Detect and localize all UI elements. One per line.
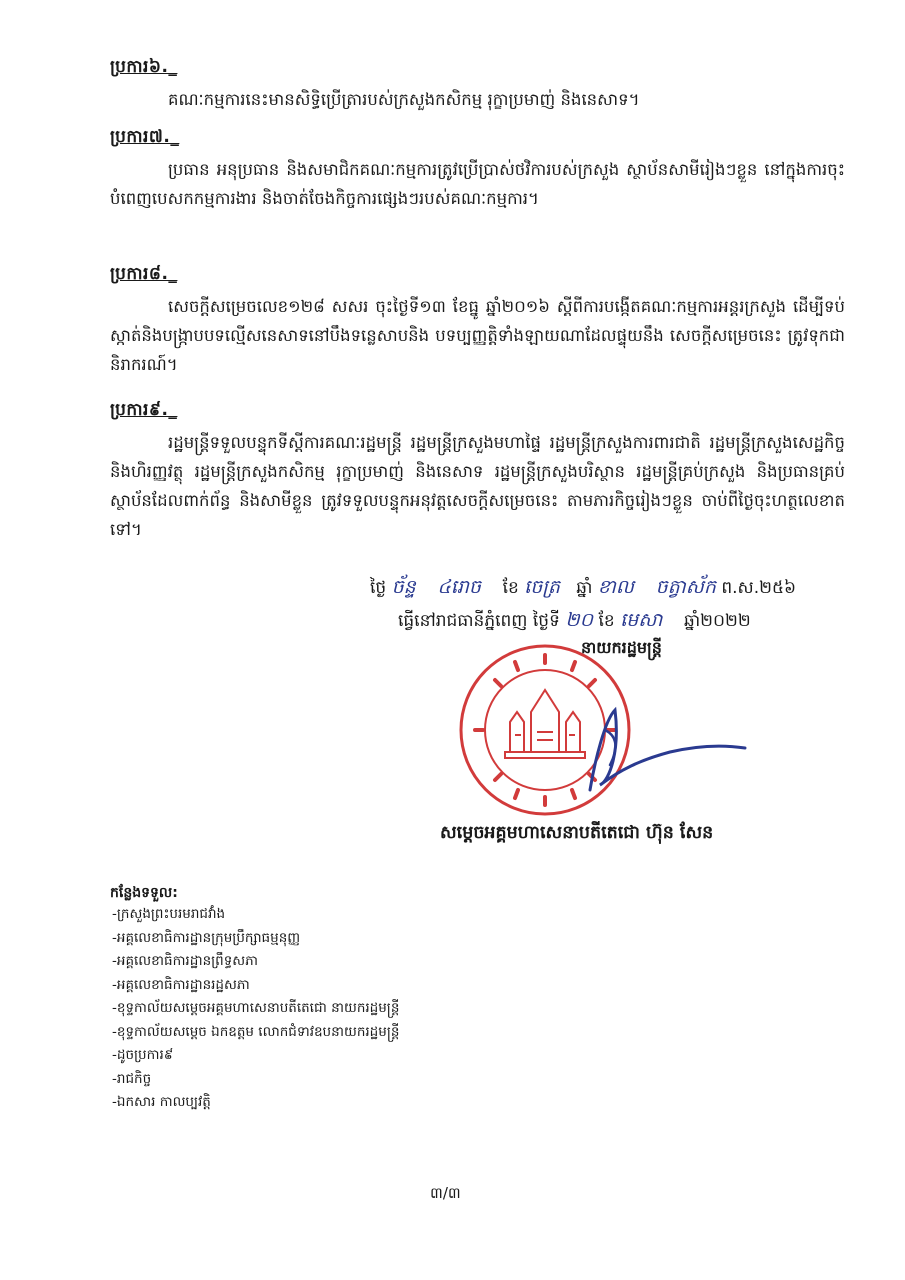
article-6-text: គណៈកម្មការនេះមានសិទ្ធិប្រើត្រារបស់ក្រសួងកសិកម្ម រុក្ខាប្រមាញ់ និងនេសាទ។ xyxy=(168,90,640,109)
signer-name: សម្តេចអគ្គមហាសេនាបតីតេជោ ហ៊ុន សែន xyxy=(440,823,714,843)
lunar-era-value: ចត្វាស័ក xyxy=(655,576,716,598)
recipient-list xyxy=(112,903,399,1115)
recipient-item: -ខុទ្ទកាល័យសម្តេចអគ្គមហាសេនាបតីតេជោ នាយករដ្ឋមន្ត្រី xyxy=(112,1000,400,1016)
article-9-text: រដ្ឋមន្ត្រីទទួលបន្ទុកទីស្តីការគណៈរដ្ឋមន្ត្រី រដ្ឋមន្ត្រីក្រសួងមហាផ្ទៃ រដ្ឋមន្ត្រីក្រសួងការពារជាតិ រដ្ឋមន្ត្រីក្រសួងសេដ្ឋកិច្ច និងហិរញ្ញវត្ថុ រដ្ឋមន្ត្រីក្រសួងកសិកម្ម រុក្ខាប្រមាញ់ និងនេសាទ រដ្ឋមន្ត្រីក្រសួងបរិស្ថាន រដ្ឋមន្ត្រីគ្រប់ក្រសួង និងប្រធានគ្រប់ស្ថាប័នដែលពាក់ព័ន្ធ និងសាមីខ្លួន ត្រូវទទួលបន្ទុកអនុវត្តសេចក្តីសម្រេចនេះ តាមភារកិច្ចរៀងៗខ្លួន ចាប់ពីថ្ងៃចុះហត្ថលេខាតទៅ។ xyxy=(110,433,845,539)
lunar-date-line xyxy=(370,575,796,603)
recipient-item: -អគ្គលេខាធិការដ្ឋានរដ្ឋសភា xyxy=(112,976,250,993)
lunar-day-value: ច័ន្ទ xyxy=(391,576,416,598)
lunar-waxing-value: ៤រោច xyxy=(437,576,481,598)
solar-month-label: ខែ xyxy=(598,611,615,631)
lunar-year-label: ឆ្នាំ xyxy=(576,578,593,598)
solar-date-prefix: ធ្វើនៅរាជធានីភ្នំពេញ ថ្ងៃទី xyxy=(398,611,560,631)
solar-month-value: មេសា xyxy=(620,609,663,631)
solar-year-text: ឆ្នាំ២០២២ xyxy=(683,611,751,631)
article-7-heading: ប្រការ៧._ xyxy=(110,127,180,147)
page-number: ៣/៣ xyxy=(430,1184,461,1202)
article-9-heading: ប្រការ៩._ xyxy=(110,400,178,420)
recipient-item: -ក្រសួងព្រះបរមរាជវាំង xyxy=(112,906,226,922)
recipients-title: កន្លែងទទួល: xyxy=(110,885,178,901)
lunar-day-label: ថ្ងៃ xyxy=(370,578,387,598)
solar-date-line xyxy=(398,608,751,636)
article-8-text: សេចក្តីសម្រេចលេខ១២៨ សសរ ចុះថ្ងៃទី១៣ ខែធ្នូ ឆ្នាំ២០១៦ ស្តីពីការបង្កើតគណៈកម្មការអន្តរក្រសួង ដើម្បីទប់ស្កាត់និងបង្ក្រាបបទល្មើសនេសាទនៅបឹងទន្លេសាបនិង បទប្បញ្ញត្តិទាំងឡាយណាដែលផ្ទុយនឹង សេចក្តីសម្រេចនេះ ត្រូវទុកជានិរាករណ៍។ xyxy=(110,297,845,374)
article-7-text: ប្រធាន អនុប្រធាន និងសមាជិកគណៈកម្មការត្រូវប្រើប្រាស់ថវិការបស់ក្រសួង ស្ថាប័នសាមីរៀងៗខ្លួន នៅក្នុងការចុះបំពេញបេសកកម្មការងារ និងចាត់ចែងកិច្ចការផ្សេងៗរបស់គណៈកម្មការ។ xyxy=(110,160,845,208)
recipient-item: -ដូចប្រការ៩ xyxy=(112,1047,174,1063)
recipient-item: -ឯកសារ កាលប្បវត្តិ xyxy=(112,1094,211,1110)
buddhist-era-label: ព.ស.២៥៦ xyxy=(721,578,797,598)
recipient-item: -ខុទ្ទកាល័យសម្តេច ឯកឧត្តម លោកជំទាវឧបនាយករដ្ឋមន្ត្រី xyxy=(112,1023,400,1040)
article-6-heading: ប្រការ៦._ xyxy=(110,57,178,77)
lunar-month-label: ខែ xyxy=(502,578,519,598)
recipient-item: -អគ្គលេខាធិការដ្ឋានក្រុមប្រឹក្សាធម្មនុញ្ញ xyxy=(112,929,301,946)
signature-icon xyxy=(560,690,750,800)
lunar-month-value: ចេត្រ xyxy=(524,576,560,598)
recipient-item: -អគ្គលេខាធិការដ្ឋានព្រឹទ្ធសភា xyxy=(112,953,259,969)
signature-title: នាយករដ្ឋមន្ត្រី xyxy=(581,638,662,657)
solar-day-value: ២០ xyxy=(565,609,594,631)
article-8-heading: ប្រការ៨._ xyxy=(110,264,178,284)
recipient-item: -រាជកិច្ច xyxy=(112,1070,152,1087)
lunar-year-value: ខាល xyxy=(597,576,634,598)
